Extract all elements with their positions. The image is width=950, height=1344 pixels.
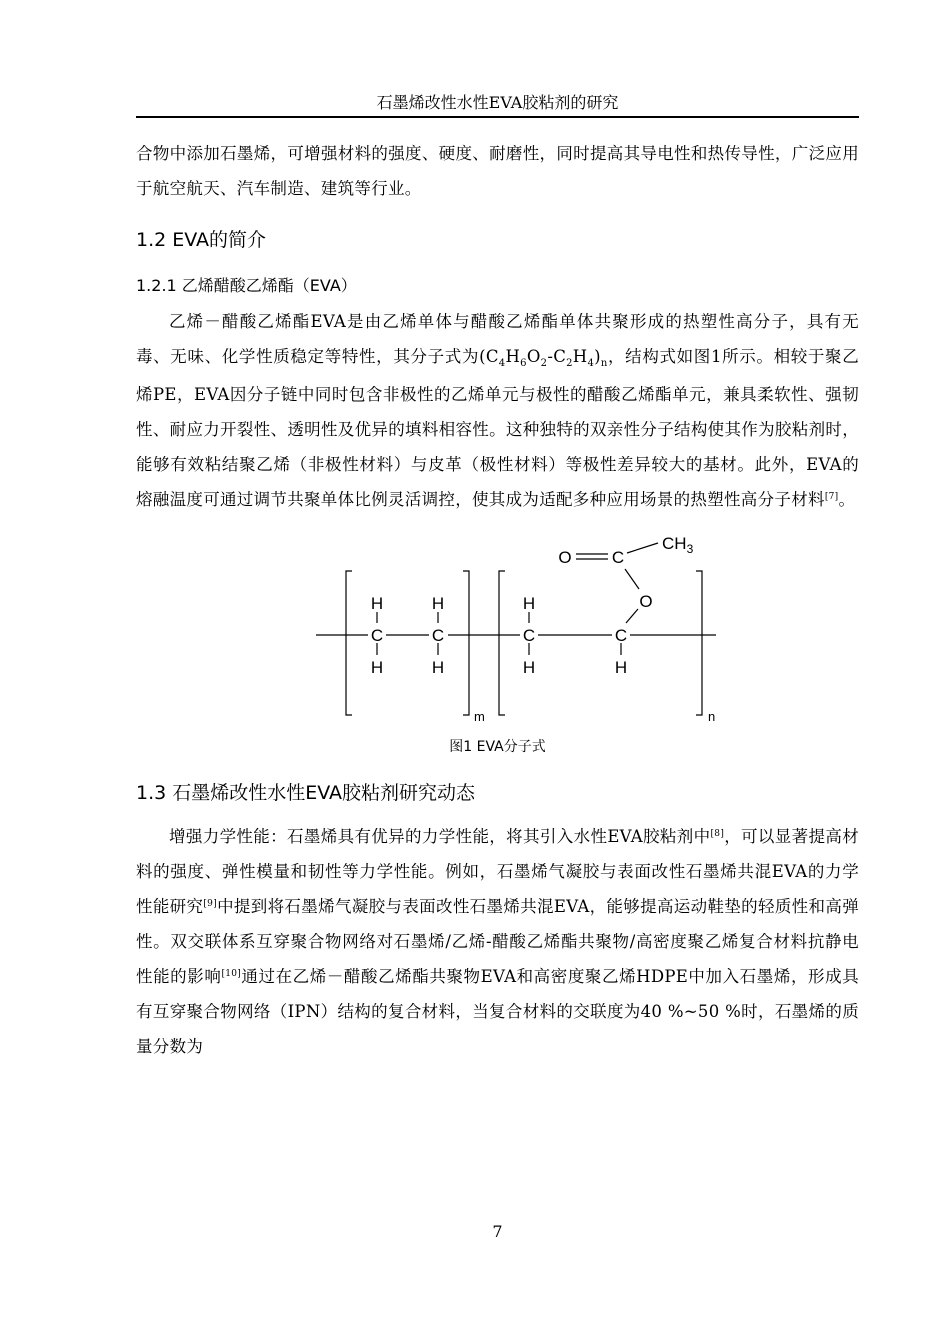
atom-o: O <box>639 592 653 611</box>
bond <box>626 609 638 623</box>
figure-caption: 图1 EVA分子式 <box>449 739 546 755</box>
text-run: 通过在乙烯－醋酸乙烯酯共聚物EVA和高密度聚乙烯HDPE中加入石墨烯，形成具有互穿聚合物网络（IPN）结构的复合材料，当复合材料的交联度为40 %~50 %时，石墨烯的质量分数为 <box>136 967 860 1056</box>
section-heading-1-2-1: 1.2.1 乙烯醋酸乙烯酯（EVA） <box>136 276 357 295</box>
citation-ref: [7] <box>824 492 839 502</box>
atom-c: C <box>522 626 536 645</box>
atom-h: H <box>370 658 384 677</box>
text-run: ，结构式如图1所示。相较于聚乙烯PE，EVA因分子链中同时包含非极性的乙烯单元与极性的醋酸乙烯酯单元，兼具柔软性、强韧性、耐应力开裂性、透明性及优异的填料相容性。这种独特的双亲性分子结构使其作为胶粘剂时，能够有效粘结聚乙烯（非极性材料）与皮革（极性材料）等极性差异较大的基材。此外，EVA的熔融温度可通过调节共聚单体比例灵活调控，使其成为适配多种应用场景的热塑性高分子材料 <box>136 347 859 509</box>
formula-sub: 2 <box>540 358 548 369</box>
methyl-ch: CH <box>662 534 687 553</box>
formula-atom: H <box>572 347 588 366</box>
atom-h: H <box>522 658 536 677</box>
citation-ref: [8] <box>710 829 725 839</box>
subscript-m: m <box>474 709 485 724</box>
formula-atom: -C <box>547 347 567 366</box>
subscript-n: n <box>708 709 716 724</box>
text-run: 。 <box>838 490 856 509</box>
bracket-right-n <box>696 571 702 715</box>
atom-c: C <box>614 626 628 645</box>
eva-intro-paragraph <box>136 304 859 517</box>
eva-structure-figure <box>136 531 859 731</box>
atom-h: H <box>614 658 628 677</box>
citation-ref: [9] <box>203 899 218 909</box>
atom-c: C <box>611 548 625 567</box>
bond <box>627 543 658 553</box>
page-number: 7 <box>492 1222 503 1241</box>
text-run: 中提到将石墨烯气凝胶与表面改性石墨烯共混EVA，能够提高运动鞋垫的轻质性和高弹性。双交联体系互穿聚合物网络对石墨烯/乙烯-醋酸乙烯酯共聚物/高密度聚乙烯复合材料抗静电性能的影响 <box>136 897 859 986</box>
section-heading-1-2: 1.2 EVA的简介 <box>136 229 267 251</box>
citation-ref: [10] <box>221 969 242 979</box>
bracket-right-m <box>463 571 469 715</box>
bracket-left-n <box>499 571 505 715</box>
formula-atom: H <box>505 347 521 366</box>
atom-o: O <box>558 548 572 567</box>
formula-sub: 4 <box>498 358 506 369</box>
atom-h: H <box>431 658 445 677</box>
section-heading-1-3: 1.3 石墨烯改性水性EVA胶粘剂研究动态 <box>136 782 476 804</box>
formula-sub: 4 <box>587 358 595 369</box>
atom-h: H <box>370 594 384 613</box>
graphene-mechanics-paragraph <box>136 819 859 1064</box>
header-rule <box>136 116 859 118</box>
atom-c: C <box>370 626 384 645</box>
atom-h: H <box>431 594 445 613</box>
atom-c: C <box>431 626 445 645</box>
eva-structure-diagram <box>136 531 859 731</box>
methyl-group <box>662 534 694 556</box>
formula-paren: ) <box>594 347 601 366</box>
formula-sub: n <box>600 358 608 369</box>
intro-paragraph: 合物中添加石墨烯，可增强材料的强度、硬度、耐磨性，同时提高其导电性和热传导性，广泛应用于航空航天、汽车制造、建筑等行业。 <box>136 144 859 198</box>
text-run: 乙烯－醋酸乙烯酯EVA是由乙烯单体与醋酸乙烯酯单体共聚形成的热塑性高分子，具有无毒、无味、化学性质稳定等特性，其分子式为(C <box>136 312 859 366</box>
methyl-subscript: 3 <box>686 542 694 556</box>
bracket-left-m <box>346 571 352 715</box>
formula-sub: 6 <box>520 358 527 369</box>
text-run: 增强力学性能：石墨烯具有优异的力学性能，将其引入水性EVA胶粘剂中 <box>169 827 711 846</box>
text-run: ，可以显著提高材料的强度、弹性模量和韧性等力学性能。例如，石墨烯气凝胶与表面改性石墨烯共混EVA的力学性能研究 <box>136 827 860 916</box>
bond <box>625 569 639 589</box>
page-content <box>136 134 859 1064</box>
formula-sub: 2 <box>566 358 573 369</box>
running-header: 石墨烯改性水性EVA胶粘剂的研究 <box>376 93 619 112</box>
atom-h: H <box>522 594 536 613</box>
formula-atom: O <box>526 347 541 366</box>
